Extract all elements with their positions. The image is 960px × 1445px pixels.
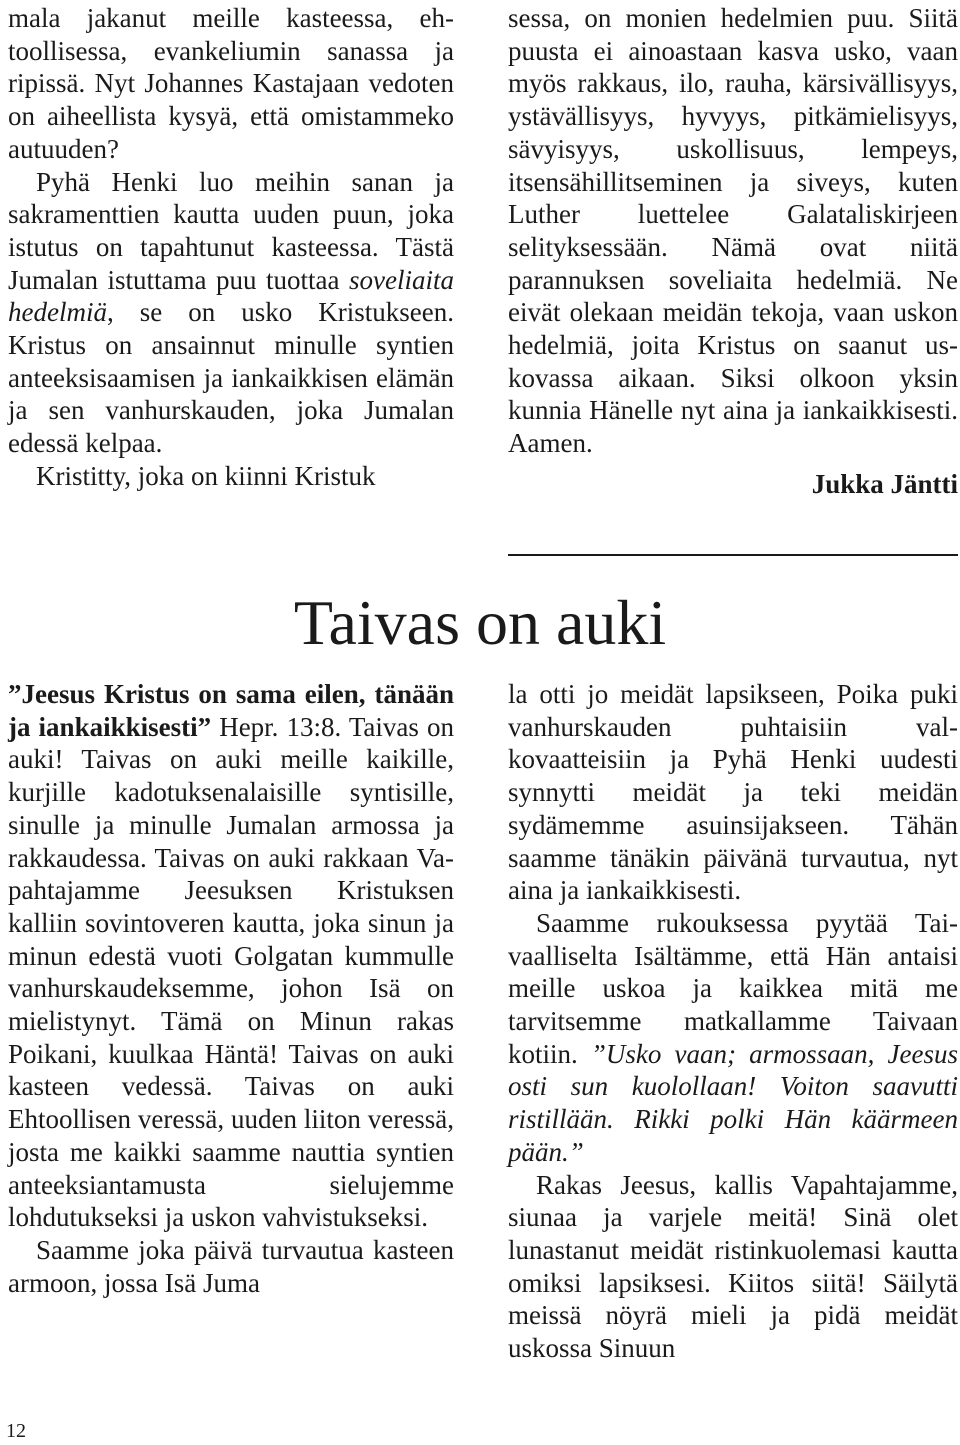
- paragraph-text: Saamme rukouksessa pyytää Taivaalliselta Isältämme, että Hän antaisi meille uskoa ja kaikkea mitä me tarvitsemme matkallamme Taivaan kotiin.: [508, 907, 958, 1069]
- paragraph-text: Hepr. 13:8. Taivas on auki! Taivas on auki meille kaikille, kurjille kadotuksenalaisille syntisille, sinulle ja minulle Jumalan armossa ja rakkaudessa. Taivas on auki rakkaan Vapahtajamme Jeesuksen Kristuksen kalliin sovintoveren kautta, joka sinun ja minun edestä vuoti Golgatan kummulle vanhurskaudeksemme, johon Isä on mielistynyt. Tämä on Minun rakas Poikani, kuulkaa Häntä! Taivas on auki kasteen vedessä. Taivas on auki Ehtoollisen veressä, uuden liiton veressä, josta me kaikki saamme nauttia syntien anteeksiantamusta sielujemme lohdutukseksi ja uskon vahvistukseksi.: [8, 711, 454, 1233]
- article-top-left-column: [8, 2, 454, 493]
- page-number: 12: [6, 1420, 26, 1442]
- article-divider: [508, 554, 958, 556]
- paragraph: [508, 907, 958, 1169]
- italic-phrase: soveliaita hedelmiä: [8, 264, 454, 328]
- paragraph: Kristitty, joka on kiinni Kristuk: [36, 460, 376, 491]
- paragraph: sessa, on monien hedelmien puu. Siitä puusta ei ainoastaan kasva usko, vaan myös rakkaus, ilo, rauha, kärsivällisyys, ystävällisyys, hyvyys, pitkämielisyys, sävyisyys, uskollisuus, lempeys, itsensähillitseminen ja siveys, kuten Luther luettelee Galataliskirjeen selityksessään. Nämä ovat niitä parannuksen soveliaita hedelmiä. Ne eivät olekaan meidän tekoja, vaan uskon hedelmiä, joita Kristus on saanut uskovassa aikaan. Siksi olkoon yksin kunnia Hänelle nyt aina ja iankaikkisesti. Aamen.: [508, 3, 958, 459]
- bible-quote: ”Jeesus Kristus on sama eilen, tänään ja iankaikkisesti”: [8, 679, 454, 742]
- article-bottom-right-column: [508, 678, 958, 1365]
- paragraph: Rakas Jeesus, kallis Vapahtajamme, siunaa ja varjele meitä! Sinä olet lunastanut meidät ristinkuolemasi kautta omiksi lapsiksesi. Kiitos siitä! Säilytä meissä nöyrä mieli ja pidä meidät uskossa Sinuun: [508, 1169, 958, 1364]
- hymn-quote: ”Usko vaan; armossaan, Jeesus osti sun kuolollaan! Voiton saavutti ristillään. Rikki polki Hän käärmeen pään.”: [508, 1038, 958, 1167]
- article-bottom-left-column: [8, 678, 454, 1299]
- paragraph: mala jakanut meille kasteessa, ehtoollisessa, evankeliumin sanassa ja ripissä. Nyt Johannes Kastajaan vedoten on aiheellista kysyä, että omistammeko autuuden?: [8, 3, 454, 164]
- paragraph-text: , se on usko Kristukseen. Kristus on ansainnut minulle syntien anteeksisaamisen ja iankaikkisen elämän ja sen vanhurskauden, joka Jumalan edessä kelpaa.: [8, 297, 454, 459]
- paragraph: Saamme joka päivä turvautua kasteen armoon, jossa Isä Juma: [8, 1234, 454, 1298]
- paragraph: [8, 166, 454, 460]
- paragraph: la otti jo meidät lapsikseen, Poika puki vanhurskauden puhtaisiin valkovaatteisiin ja Pyhä Henki uudesti synnytti meidät ja teki meidän sydämemme asuinsijakseen. Tähän saamme tänäkin päivänä turvautua, nyt aina ja iankaikkisesti.: [508, 679, 958, 906]
- author-signature: Jukka Jäntti: [811, 468, 958, 499]
- paragraph-text: Pyhä Henki luo meihin sanan ja sakramenttien kautta uuden puun, joka istutus on tapahtunut kasteessa. Tästä Jumalan istuttama puu tuottaa: [8, 166, 454, 295]
- article-top-right-column: [508, 2, 958, 501]
- article-headline: Taivas on auki: [293, 587, 667, 658]
- paragraph: [8, 678, 454, 1234]
